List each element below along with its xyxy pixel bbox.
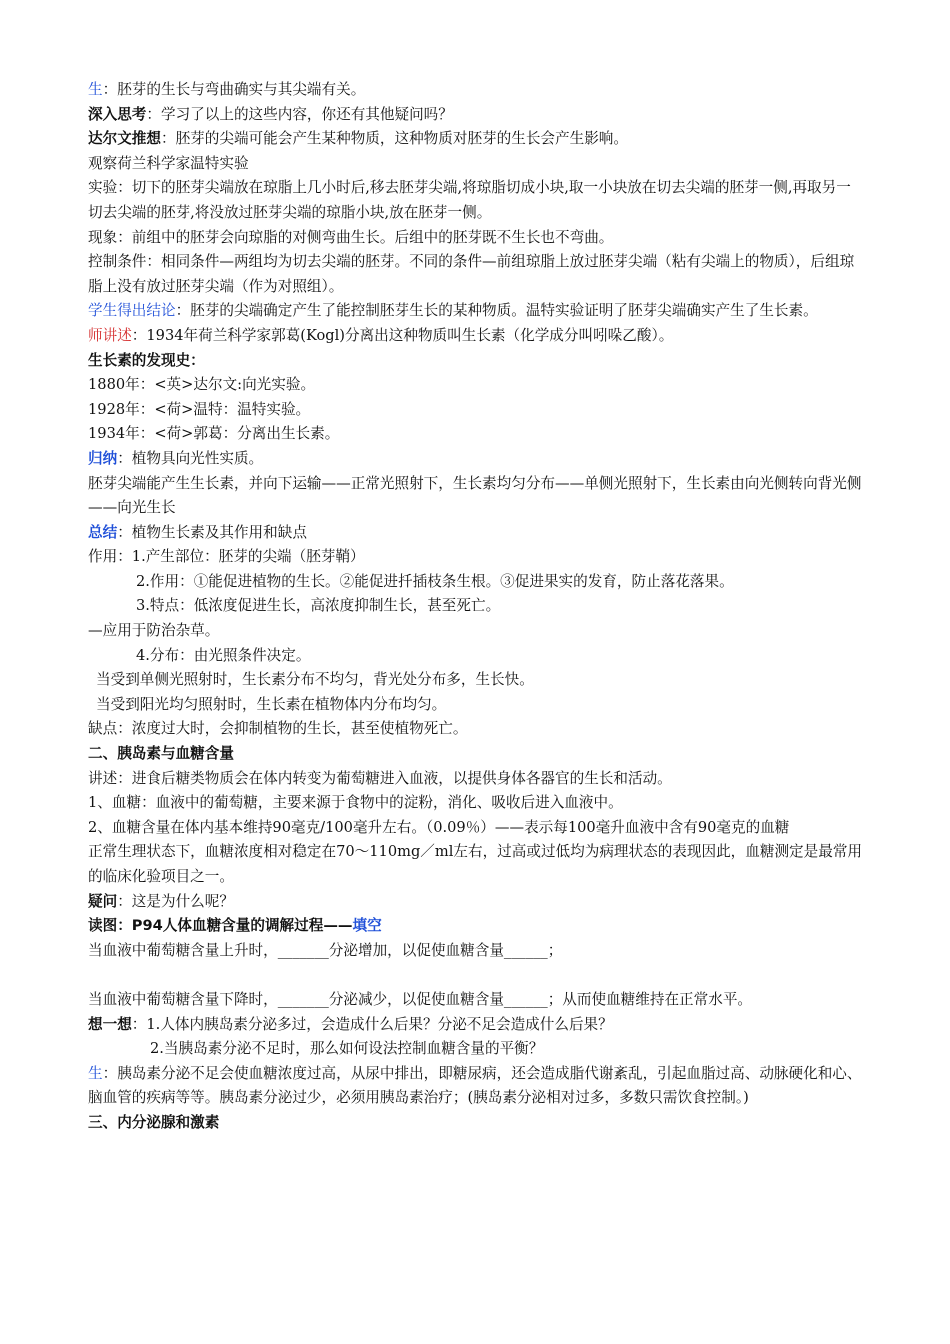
speaker-label: 师讲述 — [88, 326, 132, 344]
line-auxin-transport: 胚芽尖端能产生生长素，并向下运输——正常光照射下，生长素均匀分布——单侧光照射下，生长素由向光侧转向背光侧——向光生长 — [88, 474, 862, 517]
line-student-answer-1: 生：胚芽的生长与弯曲确实与其尖端有关。 — [88, 81, 366, 98]
speaker-label: 归纳 — [88, 449, 118, 467]
function-item: 4.分布：由光照条件决定。 — [136, 646, 311, 664]
line-student-conclusion: 学生得出结论：胚芽的尖端确定产生了能控制胚芽生长的某种物质。温特实验证明了胚芽尖端确实产生了生长素。 — [88, 302, 818, 320]
line-phenomenon: 现象：前组中的胚芽会向琼脂的对侧弯曲生长。后组中的胚芽既不生长也不弯曲。 — [88, 228, 614, 246]
speaker-label: 生 — [88, 81, 103, 98]
heading-label: 达尔文推想 — [88, 130, 161, 148]
section-heading-endocrine: 三、内分泌腺和激素 — [88, 1113, 220, 1131]
line-experiment: 实验：切下的胚芽尖端放在琼脂上几小时后,移去胚芽尖端,将琼脂切成小块,取一小块放在切去尖端的胚芽一侧,再取另一切去尖端的胚芽,将没放过胚芽尖端的琼脂小块,放在胚芽一侧。 — [88, 179, 851, 221]
line-observe-went: 观察荷兰科学家温特实验 — [88, 154, 249, 172]
line-summary: 总结：植物生长素及其作用和缺点 — [88, 523, 307, 541]
document-page — [88, 78, 864, 1136]
line-lecture: 讲述：进食后糖类物质会在体内转变为葡萄糖进入血液，以提供身体各器官的生长和活动。 — [88, 769, 672, 787]
distribution-note: 当受到单侧光照射时，生长素分布不均匀，背光处分布多，生长快。 — [96, 671, 534, 689]
spacer — [88, 963, 864, 988]
function-item: —应用于防治杂草。 — [88, 622, 220, 640]
heading-label: 疑问 — [88, 892, 118, 910]
function-item: 3.特点：低浓度促进生长，高浓度抑制生长，甚至死亡。 — [136, 597, 501, 615]
line-read-figure: 读图：P94人体血糖含量的调解过程——填空 — [88, 917, 382, 935]
history-item: 1928年：<荷>温特：温特实验。 — [88, 400, 311, 418]
line-blood-sugar-level: 2、血糖含量在体内基本维持90毫克/100毫升左右。（0.09％）——表示每100毫升血液中含有90毫克的血糖 — [88, 818, 790, 836]
line-deep-thinking: 深入思考：学习了以上的这些内容，你还有其他疑问吗？ — [88, 105, 453, 123]
line-drawback: 缺点：浓度过大时，会抑制植物的生长，甚至使植物死亡。 — [88, 720, 468, 738]
history-item: 1880年：<英>达尔文:向光实验。 — [88, 376, 316, 394]
section-heading-insulin: 二、胰岛素与血糖含量 — [88, 745, 234, 763]
think-item-2: 2.当胰岛素分泌不足时，那么如何设法控制血糖含量的平衡？ — [150, 1040, 544, 1058]
line-induction: 归纳：植物具向光性实质。 — [88, 449, 264, 467]
history-item: 1934年：<荷>郭葛：分离出生长素。 — [88, 425, 340, 443]
line-question: 疑问：这是为什么呢？ — [88, 892, 234, 910]
line-think: 想一想：1.人体内胰岛素分泌多过，会造成什么后果？分泌不足会造成什么后果？ — [88, 1015, 613, 1033]
heading-label: 深入思考 — [88, 105, 147, 123]
function-item: 作用：1.产生部位：胚芽的尖端（胚芽鞘） — [88, 548, 365, 566]
distribution-note: 当受到阳光均匀照射时，生长素在植物体内分布均匀。 — [96, 695, 447, 713]
speaker-label: 生 — [88, 1064, 103, 1082]
line-darwin-hypothesis: 达尔文推想：胚芽的尖端可能会产生某种物质，这种物质对胚芽的生长会产生影响。 — [88, 130, 628, 148]
speaker-label: 总结 — [88, 523, 118, 541]
section-heading-auxin-history: 生长素的发现史： — [88, 351, 205, 369]
speaker-label: 学生得出结论 — [88, 302, 176, 320]
heading-label: 想一想 — [88, 1015, 132, 1033]
line-blood-sugar-def: 1、血糖：血液中的葡萄糖，主要来源于食物中的淀粉，消化、吸收后进入血液中。 — [88, 794, 623, 812]
fill-blank-rise: 当血液中葡萄糖含量上升时，_______分泌增加，以促使血糖含量______； — [88, 941, 563, 959]
fill-blank-fall: 当血液中葡萄糖含量下降时，_______分泌减少，以促使血糖含量______；从而使血糖维持在正常水平。 — [88, 990, 753, 1008]
line-control-conditions: 控制条件：相同条件—两组均为切去尖端的胚芽。不同的条件—前组琼脂上放过胚芽尖端（粘有尖端上的物质），后组琼脂上没有放过胚芽尖端（作为对照组）。 — [88, 253, 855, 295]
line-student-answer-2: 生：胰岛素分泌不足会使血糖浓度过高，从尿中排出，即糖尿病，还会造成脂代谢紊乱，引起血脂过高、动脉硬化和心、脑血管的疾病等等。胰岛素分泌过少，必须用胰岛素治疗；(胰岛素分泌相对过多，多数只需饮食控制。) — [88, 1064, 862, 1107]
line-normal-range: 正常生理状态下，血糖浓度相对稳定在70～110mg／ml左右，过高或过低均为病理状态的表现因此，血糖测定是最常用的临床化验项目之一。 — [88, 843, 863, 885]
fill-blank-label: 填空 — [352, 917, 382, 935]
function-item: 2.作用：①能促进植物的生长。②能促进扦插枝条生根。③促进果实的发育，防止落花落果。 — [136, 572, 734, 590]
line-teacher-narration: 师讲述：1934年荷兰科学家郭葛(Kogl)分离出这种物质叫生长素（化学成分叫吲哚乙酸）。 — [88, 326, 674, 344]
